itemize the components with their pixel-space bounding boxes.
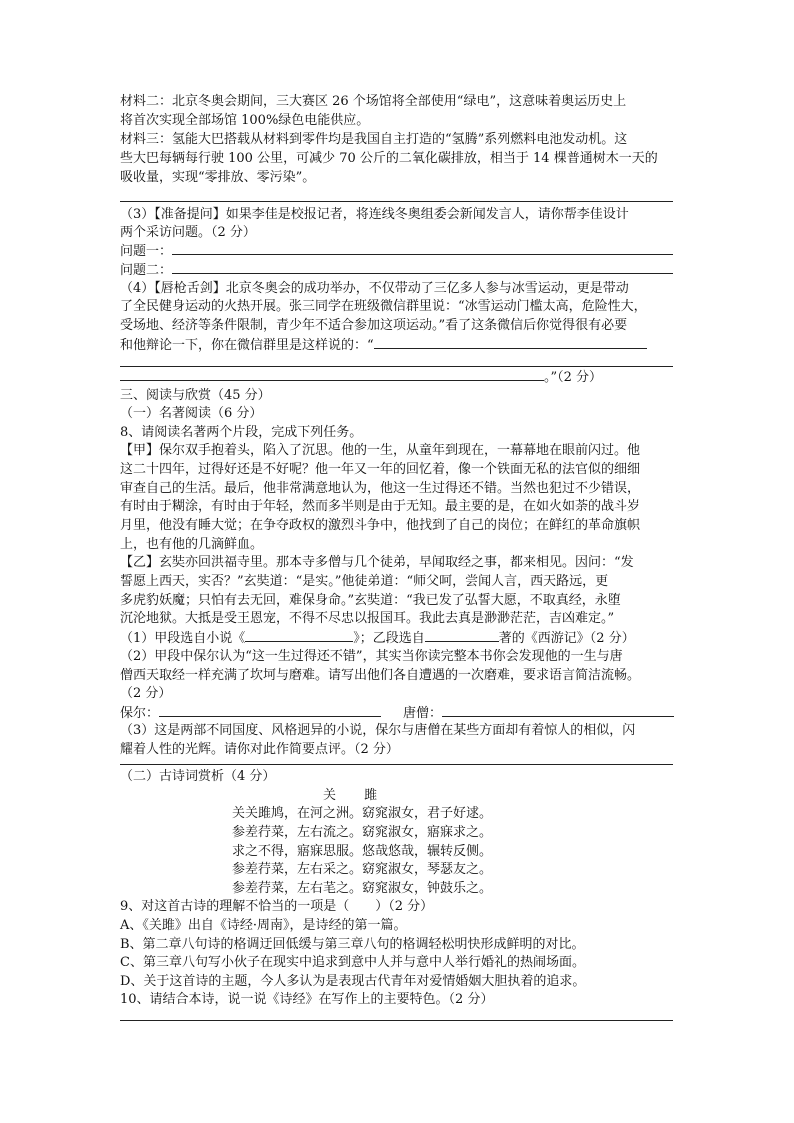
passage-b-line-1: 【乙】玄奘亦回洪福寺里。那本寺多僧与几个徒弟，早闻取经之事，都来相见。因问：“发 — [120, 555, 634, 570]
q4-line-4-text: 和他辩论一下，你在微信群里是这样说的：“ — [120, 338, 374, 353]
q9-option-a: A、《关雎》出自《诗经·周南》，是诗经的第一篇。 — [120, 918, 407, 933]
q4-answer-blank-1[interactable] — [374, 336, 647, 349]
paul-answer-blank[interactable] — [159, 704, 381, 717]
tang-label: 唐僧： — [403, 706, 443, 721]
q4-answer-end — [120, 368, 602, 387]
q9-option-b: B、第二章八句诗的格调迂回低缓与第三章八句的格调轻松明快形成鲜明的对比。 — [120, 937, 585, 952]
sub-q1-blank-1[interactable] — [245, 629, 353, 642]
q3-answer-1-blank[interactable] — [172, 242, 673, 255]
question-10: 10、请结合本诗，说一说《诗经》在写作上的主要特色。（2 分） — [120, 992, 494, 1007]
sub-q2-line-1: （2）甲段中保尔认为“这一生过得还不错”，其实当你读完整本书你会发现他的一生与唐 — [120, 649, 623, 664]
passage-a-line-5: 月里，他没有睡大觉；在争夺政权的激烈斗争中，他找到了自己的岗位；在鲜红的革命旗帜 — [120, 518, 641, 533]
answer-line[interactable] — [120, 201, 673, 202]
poem-line-1: 关关雎鸠，在河之洲。窈窕淑女，君子好逑。 — [232, 806, 493, 821]
sub-q1-text-a: （1）甲段选自小说《 — [120, 631, 246, 646]
poem-section-title: （二）古诗词赏析（4 分） — [120, 769, 276, 784]
q9-option-c: C、第三章八句写小伙子在现实中追求到意中人并与意中人举行婚礼的热闹场面。 — [120, 955, 585, 970]
passage-b-line-2: 誓愿上西天，实否？”玄奘道：“是实。”他徒弟道：“师父呵，尝闻人言，西天路远，更 — [120, 574, 609, 589]
section-3-title: 三、阅读与欣赏（45 分） — [120, 388, 271, 403]
sub-q1-text-c: 著的《西游记》（2 分） — [498, 631, 635, 646]
q4-end-text: 。”（2 分） — [544, 370, 603, 385]
material-3-line-3: 吸收量，实现“零排放、零污染”。 — [120, 170, 316, 185]
question-9: 9、对这首古诗的理解不恰当的一项是（ ）（2 分） — [120, 899, 434, 914]
poem-line-3: 求之不得，寤寐思服。悠哉悠哉，辗转反侧。 — [232, 844, 493, 859]
poem-line-2: 参差荇菜，左右流之。窈窕淑女，寤寐求之。 — [232, 825, 493, 840]
sub-q1 — [120, 629, 635, 648]
passage-a-line-3: 审查自己的生活。最后，他非常满意地认为，他这一生过得还不错。当然也犯过不少错误， — [120, 481, 641, 496]
material-2-line-1: 材料二：北京冬奥会期间，三大赛区 26 个场馆将全部使用“绿电”，这意味着奥运历史上 — [120, 94, 627, 109]
q4-line-4 — [120, 336, 647, 355]
sub-q2-line-2: 僧西天取经一样充满了坎坷与磨难。请写出他们各自遭遇的一次磨难，要求语言简洁流畅。 — [120, 668, 641, 683]
sub-q1-text-b: 》；乙段选自 — [353, 631, 425, 646]
q4-line-2: 了全民健身运动的火热开展。张三同学在班级微信群里说：“冰雪运动门槛太高，危险性大， — [120, 299, 647, 314]
material-3-line-1: 材料三：氢能大巴搭载从材料到零件均是我国自主打造的“氢腾”系列燃料电池发动机。这 — [120, 132, 628, 147]
sub-q2-line-3: （2 分） — [120, 686, 172, 701]
sub-q1-blank-2[interactable] — [425, 629, 499, 642]
q4-answer-line-2[interactable] — [120, 366, 673, 367]
question-8: 8、请阅读名著两个片段，完成下列任务。 — [120, 425, 363, 440]
sub-q3-line-1: （3）这是两部不同国度、风格迥异的小说，保尔与唐僧在某些方面却有着惊人的相似，闪 — [120, 723, 636, 738]
poem-line-5: 参差荇菜，左右芼之。窈窕淑女，钟鼓乐之。 — [232, 881, 493, 896]
q9-option-d: D、关于这首诗的主题，今人多认为是表现古代青年对爱情婚姻大胆执着的追求。 — [120, 974, 586, 989]
q10-answer-line[interactable] — [120, 1020, 673, 1021]
section-3-sub-1: （一）名著阅读（6 分） — [120, 406, 263, 421]
tang-answer-blank[interactable] — [442, 704, 674, 717]
q4-line-3: 受场地、经济等条件限制，青少年不适合参加这项运动。”看了这条微信后你觉得很有必要 — [120, 318, 628, 333]
q3-answer-2-label: 问题二： — [120, 263, 173, 278]
passage-a-line-6: 上，也有他的几滴鲜血。 — [120, 537, 264, 552]
passage-b-line-4: 沉沦地狱。大抵是受王恩宠，不得不尽忠以报国耳。我此去真是渺渺茫茫，吉凶难定。” — [120, 611, 615, 626]
sub-q2-answers — [120, 704, 674, 723]
sub-q3-answer-line[interactable] — [120, 764, 673, 765]
passage-a-line-4: 有时由于糊涂，有时由于年轻，然而多半则是由于无知。最主要的是，在如火如荼的战斗岁 — [120, 499, 641, 514]
passage-b-line-3: 多虎豹妖魔；只怕有去无回，难保身命。”玄奘道：“我已发了弘誓大愿，不取真经，永堕 — [120, 593, 621, 608]
sub-q3-line-2: 耀着人性的光辉。请你对此作简要点评。（2 分） — [120, 742, 399, 757]
q3-answer-2 — [120, 261, 673, 280]
passage-a-line-2: 这二十四年，过得好还是不好呢？他一年又一年的回忆着，像一个铁面无私的法官似的细细 — [120, 462, 641, 477]
q3-answer-1-label: 问题一： — [120, 244, 173, 259]
q3-answer-1 — [120, 242, 673, 261]
material-3-line-2: 些大巴每辆每行驶 100 公里，可减少 70 公斤的二氧化碳排放，相当于 14 棵普通树木一天的 — [120, 151, 658, 166]
q3-line-2: 两个采访问题。（2 分） — [120, 225, 256, 240]
passage-a-line-1: 【甲】保尔双手抱着头，陷入了沉思。他的一生，从童年到现在，一幕幕地在眼前闪过。他 — [120, 443, 641, 458]
poem-title: 关 雎 — [323, 788, 390, 803]
q4-line-1: （4）【唇枪舌剑】北京冬奥会的成功举办，不仅带动了三亿多人参与冰雪运动，更是带动 — [120, 281, 629, 296]
paul-label: 保尔： — [120, 706, 160, 721]
poem-line-4: 参差荇菜，左右采之。窈窕淑女，琴瑟友之。 — [232, 862, 493, 877]
q4-answer-blank-3[interactable] — [120, 368, 544, 381]
material-2-line-2: 将首次实现全部场馆 100%绿色电能供应。 — [120, 113, 370, 128]
q3-answer-2-blank[interactable] — [172, 261, 673, 274]
q3-line-1: （3）【准备提问】如果李佳是校报记者，将连线冬奥组委会新闻发言人，请你帮李佳设计 — [120, 207, 629, 222]
